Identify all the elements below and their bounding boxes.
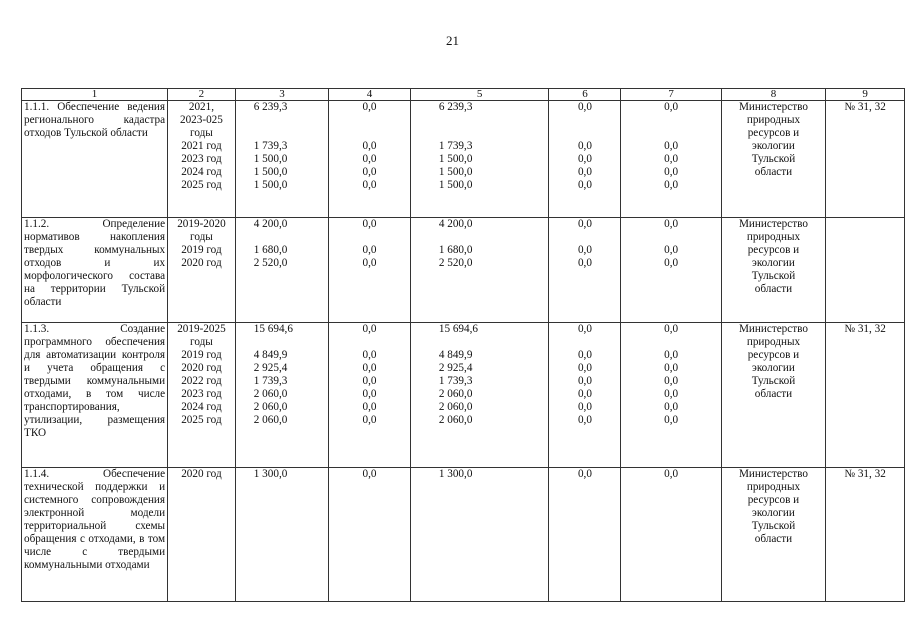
cell-line: 0,0 [577, 375, 592, 387]
cell-line [331, 336, 408, 349]
measure-name: 1.1.1. Обеспечение ведения регионального кадастра отходов Тульской области [22, 101, 168, 218]
cell-line: 1 680,0 [253, 244, 288, 256]
cell-line: 0,0 [664, 468, 679, 480]
amount-cell [235, 468, 328, 602]
amount-cell [329, 323, 411, 468]
period-cell [168, 101, 236, 218]
cell-line: 4 200,0 [253, 218, 288, 230]
cell-line: 0,0 [577, 218, 592, 230]
cell-line: 0,0 [664, 101, 679, 113]
cell-line: 0,0 [664, 218, 679, 230]
cell-line: 2024 год [181, 166, 222, 178]
cell-line: 15 694,6 [438, 323, 478, 335]
cell-line [331, 114, 408, 127]
cell-line: 2 060,0 [253, 414, 288, 426]
cell-line: 0,0 [362, 153, 377, 165]
cell-line: области [754, 388, 793, 400]
cell-line: 1 739,3 [438, 140, 473, 152]
cell-line: 0,0 [664, 257, 679, 269]
cell-line: 2019-2025 [177, 323, 226, 335]
amount-cell [329, 218, 411, 323]
cell-line: области [754, 533, 793, 545]
cell-line: 1 739,3 [438, 375, 473, 387]
cell-line: экологии [752, 362, 795, 374]
cell-line [623, 127, 718, 140]
cell-line: 0,0 [577, 179, 592, 191]
cell-line: годы [190, 336, 213, 348]
cell-line: 0,0 [362, 218, 377, 230]
cell-line: 2 520,0 [438, 257, 473, 269]
amount-cell [410, 101, 549, 218]
measure-name: 1.1.4. Обеспечение технической поддержки и системного сопровождения электронной модели территориальной схемы обращения с отходами, в том числе с твердыми коммунальными отходами [22, 468, 168, 602]
cell-line: 0,0 [577, 257, 592, 269]
cell-line: 1 500,0 [438, 166, 473, 178]
cell-line [623, 231, 718, 244]
cell-line: 0,0 [664, 375, 679, 387]
cell-line: 1 739,3 [253, 375, 288, 387]
cell-line: 2022 год [181, 375, 222, 387]
cell-line: 0,0 [664, 362, 679, 374]
period-cell [168, 323, 236, 468]
cell-line: 0,0 [362, 468, 377, 480]
cell-line: Тульской [751, 375, 796, 387]
measure-row [22, 218, 905, 323]
cell-line: экологии [752, 257, 795, 269]
indicator-ref-cell: № 31, 32 [826, 323, 905, 468]
cell-line: 2025 год [181, 414, 222, 426]
cell-line: природных [746, 481, 801, 493]
cell-line: 2 060,0 [438, 401, 473, 413]
cell-line: 0,0 [362, 414, 377, 426]
cell-line: природных [746, 336, 801, 348]
cell-line [439, 114, 547, 127]
cell-line: 0,0 [577, 153, 592, 165]
cell-line: 1 500,0 [438, 179, 473, 191]
cell-line [623, 114, 718, 127]
cell-line: 0,0 [664, 401, 679, 413]
cell-line: 2023 год [181, 153, 222, 165]
cell-line: 2 060,0 [253, 401, 288, 413]
measure-row [22, 323, 905, 468]
cell-line: ресурсов и [747, 127, 800, 139]
cell-line: 2021 год [181, 140, 222, 152]
cell-line: 15 694,6 [253, 323, 293, 335]
cell-line [254, 336, 326, 349]
measure-name: 1.1.2. Определение нормативов накопления твердых коммунальных отходов и их морфологического состава на территории Тульской области [22, 218, 168, 323]
amount-cell [549, 468, 621, 602]
cell-line [331, 231, 408, 244]
cell-line: 1 500,0 [253, 166, 288, 178]
cell-line: 2 520,0 [253, 257, 288, 269]
col-number: 6 [549, 89, 621, 101]
cell-line: 2019 год [181, 244, 222, 256]
col-number: 7 [621, 89, 721, 101]
cell-line: 0,0 [362, 140, 377, 152]
measure-name: 1.1.3. Создание программного обеспечения для автоматизации контроля и учета обращения с твердыми коммунальными отходами, в том числе транспортирования, утилизации, размещения ТКО [22, 323, 168, 468]
cell-line: 2025 год [181, 179, 222, 191]
cell-line: Министерство [738, 218, 808, 230]
cell-line: 0,0 [362, 362, 377, 374]
amount-cell [235, 323, 328, 468]
cell-line: 0,0 [362, 375, 377, 387]
cell-line: 4 849,9 [253, 349, 288, 361]
cell-line: 4 200,0 [438, 218, 473, 230]
cell-line: 0,0 [577, 362, 592, 374]
cell-line: 0,0 [577, 166, 592, 178]
cell-line: природных [746, 231, 801, 243]
amount-cell [410, 218, 549, 323]
col-number: 1 [22, 89, 168, 101]
cell-line: 2 925,4 [253, 362, 288, 374]
cell-line: 0,0 [577, 101, 592, 113]
cell-line: 1 500,0 [253, 153, 288, 165]
amount-cell [410, 323, 549, 468]
cell-line: Министерство [738, 323, 808, 335]
cell-line: 0,0 [362, 166, 377, 178]
cell-line [551, 231, 618, 244]
amount-cell [621, 323, 721, 468]
amount-cell [549, 101, 621, 218]
cell-line: 0,0 [577, 140, 592, 152]
cell-line: 2021, [188, 101, 215, 113]
cell-line: 0,0 [362, 349, 377, 361]
amount-cell [621, 101, 721, 218]
amount-cell [549, 218, 621, 323]
col-number: 3 [235, 89, 328, 101]
executor-cell [721, 468, 825, 602]
col-number: 9 [826, 89, 905, 101]
cell-line: 2019-2020 [177, 218, 226, 230]
cell-line [439, 127, 547, 140]
cell-line: 2023-025 [179, 114, 223, 126]
cell-line: 2020 год [181, 362, 222, 374]
program-table [21, 88, 905, 602]
cell-line [254, 231, 326, 244]
cell-line: 2 060,0 [438, 388, 473, 400]
amount-cell [621, 218, 721, 323]
cell-line: 0,0 [577, 401, 592, 413]
cell-line [254, 127, 326, 140]
measure-row [22, 101, 905, 218]
cell-line: 0,0 [664, 388, 679, 400]
cell-line: 0,0 [362, 388, 377, 400]
amount-cell [329, 101, 411, 218]
cell-line: 0,0 [577, 349, 592, 361]
cell-line: 0,0 [664, 153, 679, 165]
cell-line: 0,0 [664, 414, 679, 426]
cell-line: 4 849,9 [438, 349, 473, 361]
cell-line: 2020 год [181, 468, 222, 480]
cell-line: 2 925,4 [438, 362, 473, 374]
cell-line: 0,0 [362, 101, 377, 113]
cell-line: 1 680,0 [438, 244, 473, 256]
cell-line: Министерство [738, 468, 808, 480]
amount-cell [329, 468, 411, 602]
cell-line: 0,0 [664, 140, 679, 152]
cell-line: экологии [752, 140, 795, 152]
cell-line: 0,0 [664, 349, 679, 361]
cell-line [439, 336, 547, 349]
cell-line: 1 300,0 [253, 468, 288, 480]
cell-line [439, 231, 547, 244]
cell-line [551, 114, 618, 127]
cell-line: 0,0 [664, 244, 679, 256]
executor-cell [721, 218, 825, 323]
cell-line: Тульской [751, 153, 796, 165]
amount-cell [621, 468, 721, 602]
cell-line: 0,0 [362, 323, 377, 335]
col-number: 2 [168, 89, 236, 101]
cell-line: 0,0 [577, 468, 592, 480]
cell-line: 1 500,0 [253, 179, 288, 191]
amount-cell [235, 218, 328, 323]
cell-line: ресурсов и [747, 349, 800, 361]
cell-line: области [754, 166, 793, 178]
amount-cell [410, 468, 549, 602]
indicator-ref-cell [826, 218, 905, 323]
cell-line: ресурсов и [747, 244, 800, 256]
indicator-ref-cell: № 31, 32 [826, 468, 905, 602]
cell-line: 0,0 [362, 401, 377, 413]
cell-line: 1 739,3 [253, 140, 288, 152]
cell-line: 1 500,0 [438, 153, 473, 165]
col-number: 4 [329, 89, 411, 101]
cell-line: 2023 год [181, 388, 222, 400]
cell-line: экологии [752, 507, 795, 519]
cell-line: ресурсов и [747, 494, 800, 506]
cell-line: 0,0 [362, 244, 377, 256]
amount-cell [235, 101, 328, 218]
period-cell [168, 468, 236, 602]
cell-line: 2 060,0 [438, 414, 473, 426]
executor-cell [721, 101, 825, 218]
cell-line: 0,0 [664, 323, 679, 335]
col-number: 5 [410, 89, 549, 101]
cell-line [623, 336, 718, 349]
cell-line: Министерство [738, 101, 808, 113]
cell-line: 0,0 [577, 244, 592, 256]
executor-cell [721, 323, 825, 468]
col-number: 8 [721, 89, 825, 101]
cell-line: Тульской [751, 270, 796, 282]
cell-line: 0,0 [577, 323, 592, 335]
cell-line: 1 300,0 [438, 468, 473, 480]
cell-line: 2024 год [181, 401, 222, 413]
cell-line: 0,0 [362, 257, 377, 269]
cell-line: 0,0 [362, 179, 377, 191]
amount-cell [549, 323, 621, 468]
cell-line: природных [746, 114, 801, 126]
measure-row [22, 468, 905, 602]
cell-line: 0,0 [664, 179, 679, 191]
cell-line [331, 127, 408, 140]
cell-line: 0,0 [577, 388, 592, 400]
cell-line: 0,0 [664, 166, 679, 178]
cell-line [551, 127, 618, 140]
cell-line: области [754, 283, 793, 295]
cell-line [254, 114, 326, 127]
indicator-ref-cell: № 31, 32 [826, 101, 905, 218]
page-number: 21 [446, 33, 459, 48]
cell-line: 2 060,0 [253, 388, 288, 400]
cell-line: Тульской [751, 520, 796, 532]
cell-line [551, 336, 618, 349]
cell-line: 2020 год [181, 257, 222, 269]
cell-line: 6 239,3 [438, 101, 473, 113]
period-cell [168, 218, 236, 323]
cell-line: 0,0 [577, 414, 592, 426]
cell-line: 6 239,3 [253, 101, 288, 113]
cell-line: годы [190, 231, 213, 243]
cell-line: годы [190, 127, 213, 139]
cell-line: 2019 год [181, 349, 222, 361]
column-numbers-row [22, 89, 905, 101]
